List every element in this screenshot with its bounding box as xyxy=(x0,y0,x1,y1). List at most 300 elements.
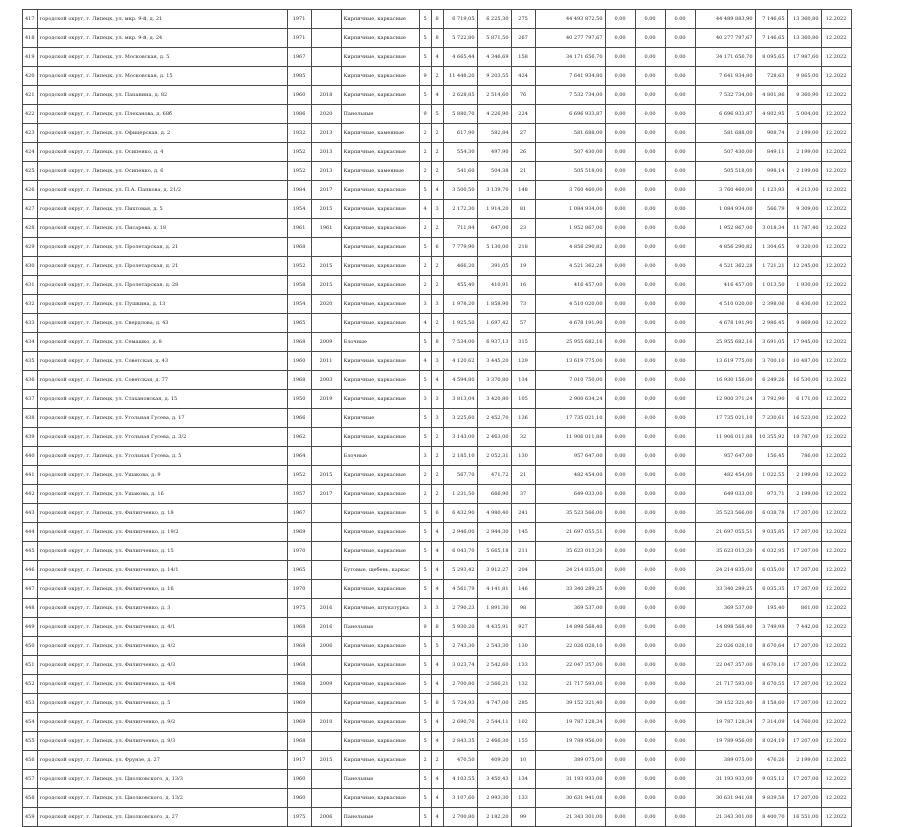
cell-completion-date: 12.2022 xyxy=(821,466,851,485)
cell-living-area: 9 203,55 xyxy=(477,67,511,86)
cell-total-area: 2 946,00 xyxy=(443,523,477,542)
cell-wall-material: Кирпичные xyxy=(341,409,419,428)
cell-completion-date: 12.2022 xyxy=(821,200,851,219)
cell-floors: 5 xyxy=(419,504,431,523)
cell-build-year: 1965 xyxy=(287,561,311,580)
cell-floors: 9 xyxy=(419,618,431,637)
cell-living-area: 4 435,91 xyxy=(477,618,511,637)
cell-build-year: 1960 xyxy=(287,86,311,105)
cell-total-area: 1 978,20 xyxy=(443,295,477,314)
cell-cost-regional: 0,00 xyxy=(635,314,665,333)
cell-address: городской округ, г. Липецк, ул. Фрунзе, д. 27 xyxy=(37,751,287,770)
cell-living-area: 1 858,90 xyxy=(477,295,511,314)
cell-cost-regional: 0,00 xyxy=(635,599,665,618)
cell-total-cost: 21 717 593,00 xyxy=(535,675,605,694)
cell-total-area: 470,50 xyxy=(443,751,477,770)
cell-floors: 3 xyxy=(419,599,431,618)
cell-residents: 148 xyxy=(511,181,535,200)
cell-completion-date: 12.2022 xyxy=(821,162,851,181)
cell-overhaul-year: 2011 xyxy=(311,352,341,371)
cell-cost-federal: 0,00 xyxy=(605,333,635,352)
cell-completion-date: 12.2022 xyxy=(821,371,851,390)
cell-cost-municipal: 0,00 xyxy=(665,808,695,827)
cell-max-unit-cost: 17 207,00 xyxy=(787,561,821,580)
cell-living-area: 409,20 xyxy=(477,751,511,770)
cell-row-number: 450 xyxy=(23,637,38,656)
cell-total-cost: 19 787 128,34 xyxy=(535,713,605,732)
cell-completion-date: 12.2022 xyxy=(821,143,851,162)
cell-entrances: 8 xyxy=(431,694,443,713)
cell-row-number: 444 xyxy=(23,523,38,542)
table-row xyxy=(23,523,852,542)
cell-cost-regional: 0,00 xyxy=(635,770,665,789)
cell-cost-federal: 0,00 xyxy=(605,352,635,371)
cell-living-area: 5 130,00 xyxy=(477,238,511,257)
cell-overhaul-year: 2015 xyxy=(311,200,341,219)
cell-unit-cost: 8 670,64 xyxy=(755,637,787,656)
cell-overhaul-year: 2018 xyxy=(311,86,341,105)
cell-unit-cost: 7 230,61 xyxy=(755,409,787,428)
cell-overhaul-year xyxy=(311,409,341,428)
cell-unit-cost: 998,14 xyxy=(755,162,787,181)
cell-total-area: 4 561,79 xyxy=(443,580,477,599)
cell-total-cost: 24 214 835,00 xyxy=(535,561,605,580)
cell-cost-owners: 957 647,00 xyxy=(695,447,755,466)
cell-wall-material: Кирпичные, каркасные xyxy=(341,428,419,447)
cell-floors: 5 xyxy=(419,808,431,827)
cell-residents: 102 xyxy=(511,713,535,732)
cell-cost-municipal: 0,00 xyxy=(665,238,695,257)
cell-cost-municipal: 0,00 xyxy=(665,542,695,561)
cell-unit-cost: 4 801,86 xyxy=(755,86,787,105)
cell-floors: 5 xyxy=(419,181,431,200)
cell-build-year: 1965 xyxy=(287,314,311,333)
cell-row-number: 454 xyxy=(23,713,38,732)
cell-max-unit-cost: 9 360,90 xyxy=(787,86,821,105)
cell-residents: 133 xyxy=(511,789,535,808)
cell-cost-municipal: 0,00 xyxy=(665,466,695,485)
cell-max-unit-cost: 16 551,00 xyxy=(787,808,821,827)
cell-wall-material: Кирпичные, штукатурка xyxy=(341,599,419,618)
cell-overhaul-year xyxy=(311,238,341,257)
cell-cost-municipal: 0,00 xyxy=(665,257,695,276)
table-row xyxy=(23,580,852,599)
cell-overhaul-year: 1961 xyxy=(311,219,341,238)
cell-total-cost: 7 641 934,80 xyxy=(535,67,605,86)
cell-cost-federal: 0,00 xyxy=(605,238,635,257)
cell-cost-regional: 0,00 xyxy=(635,390,665,409)
cell-cost-federal: 0,00 xyxy=(605,808,635,827)
cell-row-number: 447 xyxy=(23,580,38,599)
cell-build-year: 1969 xyxy=(287,523,311,542)
cell-cost-municipal: 0,00 xyxy=(665,124,695,143)
cell-unit-cost: 476,26 xyxy=(755,751,787,770)
cell-wall-material: Кирпичные, каркасные xyxy=(341,713,419,732)
cell-max-unit-cost: 17 207,00 xyxy=(787,694,821,713)
cell-row-number: 456 xyxy=(23,751,38,770)
cell-wall-material: Кирпичные, каркасные xyxy=(341,276,419,295)
cell-cost-regional: 0,00 xyxy=(635,713,665,732)
cell-cost-federal: 0,00 xyxy=(605,10,635,29)
table-row xyxy=(23,143,852,162)
cell-entrances: 4 xyxy=(431,371,443,390)
cell-residents: 134 xyxy=(511,770,535,789)
cell-total-area: 4 120,62 xyxy=(443,352,477,371)
cell-row-number: 453 xyxy=(23,694,38,713)
cell-build-year: 1970 xyxy=(287,542,311,561)
cell-row-number: 418 xyxy=(23,29,38,48)
cell-cost-regional: 0,00 xyxy=(635,694,665,713)
cell-cost-municipal: 0,00 xyxy=(665,48,695,67)
cell-total-area: 2 700,80 xyxy=(443,808,477,827)
cell-living-area: 3 445,20 xyxy=(477,352,511,371)
table-row xyxy=(23,409,852,428)
cell-cost-regional: 0,00 xyxy=(635,523,665,542)
table-row xyxy=(23,105,852,124)
cell-cost-municipal: 0,00 xyxy=(665,143,695,162)
cell-max-unit-cost: 2 199,00 xyxy=(787,751,821,770)
cell-completion-date: 12.2022 xyxy=(821,485,851,504)
cell-address: городской округ, г. Липецк, ул. Угольная Гусева, д. 17 xyxy=(37,409,287,428)
cell-row-number: 455 xyxy=(23,732,38,751)
cell-wall-material: Кирпичные, каркасные xyxy=(341,238,419,257)
cell-wall-material: Кирпичные, каркасные xyxy=(341,466,419,485)
cell-cost-owners: 4 856 290,82 xyxy=(695,238,755,257)
cell-completion-date: 12.2022 xyxy=(821,656,851,675)
cell-max-unit-cost: 2 199,00 xyxy=(787,466,821,485)
table-row xyxy=(23,694,852,713)
cell-completion-date: 12.2022 xyxy=(821,542,851,561)
cell-address: городской округ, г. Липецк, ул. Семашко, д. 8 xyxy=(37,333,287,352)
cell-unit-cost: 156,45 xyxy=(755,447,787,466)
cell-residents: 224 xyxy=(511,105,535,124)
cell-cost-regional: 0,00 xyxy=(635,333,665,352)
cell-wall-material: Кирпичные, каменные xyxy=(341,162,419,181)
cell-total-area: 3 500,50 xyxy=(443,181,477,200)
cell-cost-owners: 31 193 933,00 xyxy=(695,770,755,789)
cell-entrances: 3 xyxy=(431,390,443,409)
cell-total-area: 2 790,23 xyxy=(443,599,477,618)
cell-address: городской округ, г. Липецк, ул. Осипенко, д. 4 xyxy=(37,143,287,162)
cell-total-cost: 6 696 933,87 xyxy=(535,105,605,124)
table-row xyxy=(23,371,852,390)
cell-wall-material: Блочные xyxy=(341,447,419,466)
cell-entrances: 8 xyxy=(431,29,443,48)
cell-address: городской округ, г. Липецк, ул. Филипченко, д. 19/2 xyxy=(37,523,287,542)
cell-wall-material: Кирпичные, каркасные xyxy=(341,10,419,29)
cell-overhaul-year xyxy=(311,580,341,599)
cell-build-year: 1952 xyxy=(287,162,311,181)
cell-overhaul-year: 2009 xyxy=(311,675,341,694)
cell-entrances: 8 xyxy=(431,10,443,29)
cell-residents: 21 xyxy=(511,466,535,485)
cell-wall-material: Кирпичные, каркасные xyxy=(341,656,419,675)
cell-address: городской округ, г. Липецк, ул. Офицерская, д. 2 xyxy=(37,124,287,143)
table-row xyxy=(23,808,852,827)
cell-total-area: 2 700,80 xyxy=(443,675,477,694)
cell-entrances: 2 xyxy=(431,162,443,181)
cell-total-cost: 35 523 566,00 xyxy=(535,504,605,523)
cell-residents: 158 xyxy=(511,48,535,67)
cell-cost-owners: 34 171 656,70 xyxy=(695,48,755,67)
cell-address: городской округ, г. Липецк, ул. Осипенко, д. 6 xyxy=(37,162,287,181)
table-body xyxy=(23,10,852,827)
table-row xyxy=(23,238,852,257)
cell-cost-municipal: 0,00 xyxy=(665,618,695,637)
cell-living-area: 2 542,60 xyxy=(477,656,511,675)
cell-cost-municipal: 0,00 xyxy=(665,485,695,504)
cell-row-number: 436 xyxy=(23,371,38,390)
cell-overhaul-year xyxy=(311,561,341,580)
cell-cost-federal: 0,00 xyxy=(605,86,635,105)
cell-entrances: 2 xyxy=(431,257,443,276)
cell-cost-owners: 24 214 835,00 xyxy=(695,561,755,580)
cell-wall-material: Кирпичные, каркасные xyxy=(341,675,419,694)
cell-cost-municipal: 0,00 xyxy=(665,10,695,29)
cell-completion-date: 12.2022 xyxy=(821,523,851,542)
cell-wall-material: Кирпичные, каменные xyxy=(341,124,419,143)
cell-cost-municipal: 0,00 xyxy=(665,67,695,86)
cell-floors: 5 xyxy=(419,86,431,105)
cell-living-area: 2 182,20 xyxy=(477,808,511,827)
cell-build-year: 1971 xyxy=(287,29,311,48)
cell-row-number: 441 xyxy=(23,466,38,485)
cell-entrances: 3 xyxy=(431,352,443,371)
cell-living-area: 5 665,18 xyxy=(477,542,511,561)
cell-overhaul-year: 2020 xyxy=(311,295,341,314)
cell-wall-material: Кирпичные, каркасные xyxy=(341,390,419,409)
cell-cost-owners: 3 760 460,00 xyxy=(695,181,755,200)
cell-build-year: 1950 xyxy=(287,390,311,409)
cell-cost-federal: 0,00 xyxy=(605,751,635,770)
cell-cost-regional: 0,00 xyxy=(635,504,665,523)
cell-entrances: 2 xyxy=(431,466,443,485)
cell-cost-municipal: 0,00 xyxy=(665,675,695,694)
table-row xyxy=(23,333,852,352)
cell-entrances: 2 xyxy=(431,276,443,295)
cell-cost-municipal: 0,00 xyxy=(665,276,695,295)
cell-overhaul-year xyxy=(311,789,341,808)
cell-cost-municipal: 0,00 xyxy=(665,694,695,713)
cell-total-cost: 21 343 301,00 xyxy=(535,808,605,827)
cell-max-unit-cost: 2 199,00 xyxy=(787,162,821,181)
cell-unit-cost: 1 123,93 xyxy=(755,181,787,200)
cell-max-unit-cost: 9 865,00 xyxy=(787,67,821,86)
cell-total-cost: 649 033,00 xyxy=(535,485,605,504)
cell-residents: 285 xyxy=(511,694,535,713)
cell-residents: 424 xyxy=(511,67,535,86)
cell-cost-municipal: 0,00 xyxy=(665,29,695,48)
cell-cost-owners: 14 898 568,40 xyxy=(695,618,755,637)
cell-floors: 3 xyxy=(419,447,431,466)
cell-cost-owners: 1 084 934,00 xyxy=(695,200,755,219)
cell-total-area: 554,30 xyxy=(443,143,477,162)
cell-overhaul-year xyxy=(311,10,341,29)
cell-build-year: 1968 xyxy=(287,371,311,390)
cell-cost-federal: 0,00 xyxy=(605,466,635,485)
table-row xyxy=(23,29,852,48)
cell-address: городской округ, г. Липецк, ул. Филипченко, д. 16 xyxy=(37,580,287,599)
cell-row-number: 426 xyxy=(23,181,38,200)
cell-entrances: 2 xyxy=(431,143,443,162)
cell-floors: 9 xyxy=(419,105,431,124)
register-table-sheet xyxy=(22,9,852,827)
cell-total-cost: 7 010 750,00 xyxy=(535,371,605,390)
cell-cost-municipal: 0,00 xyxy=(665,732,695,751)
cell-row-number: 443 xyxy=(23,504,38,523)
cell-total-cost: 581 688,00 xyxy=(535,124,605,143)
cell-living-area: 1 697,42 xyxy=(477,314,511,333)
cell-cost-owners: 649 033,00 xyxy=(695,485,755,504)
cell-cost-federal: 0,00 xyxy=(605,181,635,200)
cell-row-number: 434 xyxy=(23,333,38,352)
cell-residents: 10 xyxy=(511,751,535,770)
cell-cost-owners: 22 026 028,10 xyxy=(695,637,755,656)
cell-residents: 16 xyxy=(511,276,535,295)
cell-address: городской округ, г. Липецк, ул. Ушакова, д. 9 xyxy=(37,466,287,485)
cell-cost-owners: 21 697 055,51 xyxy=(695,523,755,542)
cell-overhaul-year: 2013 xyxy=(311,143,341,162)
cell-row-number: 432 xyxy=(23,295,38,314)
cell-floors: 2 xyxy=(419,751,431,770)
table-row xyxy=(23,656,852,675)
cell-build-year: 1969 xyxy=(287,694,311,713)
cell-living-area: 582,84 xyxy=(477,124,511,143)
cell-total-cost: 44 493 872,50 xyxy=(535,10,605,29)
cell-cost-municipal: 0,00 xyxy=(665,181,695,200)
cell-total-cost: 13 619 775,00 xyxy=(535,352,605,371)
cell-residents: 32 xyxy=(511,428,535,447)
cell-total-area: 466,20 xyxy=(443,257,477,276)
cell-address: городской округ, г. Липецк, ул. Московская, д. 15 xyxy=(37,67,287,86)
cell-unit-cost: 6 038,78 xyxy=(755,504,787,523)
cell-residents: 146 xyxy=(511,580,535,599)
cell-total-cost: 3 760 460,00 xyxy=(535,181,605,200)
cell-cost-regional: 0,00 xyxy=(635,200,665,219)
cell-build-year: 1968 xyxy=(287,238,311,257)
cell-cost-federal: 0,00 xyxy=(605,428,635,447)
cell-max-unit-cost: 9 320,00 xyxy=(787,238,821,257)
cell-unit-cost: 1 304,65 xyxy=(755,238,787,257)
cell-build-year: 1954 xyxy=(287,200,311,219)
cell-residents: 927 xyxy=(511,618,535,637)
cell-build-year: 1966 xyxy=(287,409,311,428)
cell-cost-owners: 11 906 011,88 xyxy=(695,428,755,447)
cell-cost-federal: 0,00 xyxy=(605,29,635,48)
cell-living-area: 504,38 xyxy=(477,162,511,181)
cell-total-area: 7 779,90 xyxy=(443,238,477,257)
cell-total-area: 11 448,20 xyxy=(443,67,477,86)
cell-max-unit-cost: 4 213,00 xyxy=(787,181,821,200)
cell-living-area: 2 544,11 xyxy=(477,713,511,732)
cell-cost-federal: 0,00 xyxy=(605,656,635,675)
cell-cost-federal: 0,00 xyxy=(605,200,635,219)
table-row xyxy=(23,200,852,219)
cell-cost-owners: 40 277 797,67 xyxy=(695,29,755,48)
cell-living-area: 3 912,27 xyxy=(477,561,511,580)
cell-cost-owners: 389 075,00 xyxy=(695,751,755,770)
cell-unit-cost: 973,71 xyxy=(755,485,787,504)
cell-cost-federal: 0,00 xyxy=(605,390,635,409)
cell-entrances: 4 xyxy=(431,580,443,599)
cell-residents: 73 xyxy=(511,295,535,314)
cell-overhaul-year xyxy=(311,48,341,67)
cell-max-unit-cost: 16 523,00 xyxy=(787,409,821,428)
cell-total-cost: 4 678 191,90 xyxy=(535,314,605,333)
cell-address: городской округ, г. Липецк, ул. Угольная Гусева, д. 5 xyxy=(37,447,287,466)
cell-row-number: 459 xyxy=(23,808,38,827)
cell-max-unit-cost: 17 207,00 xyxy=(787,504,821,523)
cell-row-number: 430 xyxy=(23,257,38,276)
cell-address: городской округ, г. Липецк, ул. Филипченко, д. 4/3 xyxy=(37,656,287,675)
cell-cost-regional: 0,00 xyxy=(635,751,665,770)
cell-wall-material: Кирпичные, каркасные xyxy=(341,200,419,219)
cell-row-number: 424 xyxy=(23,143,38,162)
cell-floors: 5 xyxy=(419,409,431,428)
cell-completion-date: 12.2022 xyxy=(821,580,851,599)
cell-cost-regional: 0,00 xyxy=(635,580,665,599)
cell-completion-date: 12.2022 xyxy=(821,751,851,770)
cell-cost-regional: 0,00 xyxy=(635,276,665,295)
cell-row-number: 440 xyxy=(23,447,38,466)
cell-cost-municipal: 0,00 xyxy=(665,390,695,409)
cell-wall-material: Кирпичные, каркасные xyxy=(341,295,419,314)
cell-unit-cost: 1 721,21 xyxy=(755,257,787,276)
cell-address: городской округ, г. Липецк, ул. мкр. 9-й, д. 21 xyxy=(37,10,287,29)
cell-total-cost: 30 631 941,08 xyxy=(535,789,605,808)
cell-residents: 27 xyxy=(511,124,535,143)
cell-cost-municipal: 0,00 xyxy=(665,580,695,599)
cell-build-year: 1960 xyxy=(287,770,311,789)
cell-completion-date: 12.2022 xyxy=(821,713,851,732)
cell-total-cost: 25 955 682,16 xyxy=(535,333,605,352)
cell-address: городской округ, г. Липецк, ул. Филипченко, д. 9/3 xyxy=(37,732,287,751)
cell-floors: 5 xyxy=(419,732,431,751)
cell-wall-material: Кирпичные, каркасные xyxy=(341,29,419,48)
cell-cost-federal: 0,00 xyxy=(605,713,635,732)
cell-residents: 132 xyxy=(511,675,535,694)
cell-cost-owners: 19 789 956,00 xyxy=(695,732,755,751)
cell-total-area: 5 880,70 xyxy=(443,105,477,124)
cell-residents: 241 xyxy=(511,504,535,523)
cell-entrances: 3 xyxy=(431,200,443,219)
cell-address: городской округ, г. Липецк, ул. Пролетарская, д. 21 xyxy=(37,238,287,257)
cell-total-cost: 11 906 011,88 xyxy=(535,428,605,447)
cell-residents: 105 xyxy=(511,390,535,409)
cell-max-unit-cost: 16 530,00 xyxy=(787,371,821,390)
cell-wall-material: Кирпичные, каркасные xyxy=(341,352,419,371)
cell-overhaul-year: 2006 xyxy=(311,637,341,656)
cell-living-area: 2 052,31 xyxy=(477,447,511,466)
cell-total-cost: 482 454,00 xyxy=(535,466,605,485)
cell-row-number: 417 xyxy=(23,10,38,29)
cell-cost-municipal: 0,00 xyxy=(665,333,695,352)
cell-overhaul-year xyxy=(311,694,341,713)
cell-cost-regional: 0,00 xyxy=(635,808,665,827)
cell-floors: 2 xyxy=(419,143,431,162)
cell-address: городской округ, г. Липецк, ул. Плеханова, д. 68б xyxy=(37,105,287,124)
cell-completion-date: 12.2022 xyxy=(821,219,851,238)
cell-row-number: 446 xyxy=(23,561,38,580)
cell-cost-owners: 17 735 021,10 xyxy=(695,409,755,428)
cell-build-year: 1960 xyxy=(287,352,311,371)
cell-total-area: 3 143,00 xyxy=(443,428,477,447)
cell-row-number: 429 xyxy=(23,238,38,257)
cell-cost-federal: 0,00 xyxy=(605,732,635,751)
table-row xyxy=(23,86,852,105)
cell-total-area: 6 043,70 xyxy=(443,542,477,561)
cell-residents: 57 xyxy=(511,314,535,333)
